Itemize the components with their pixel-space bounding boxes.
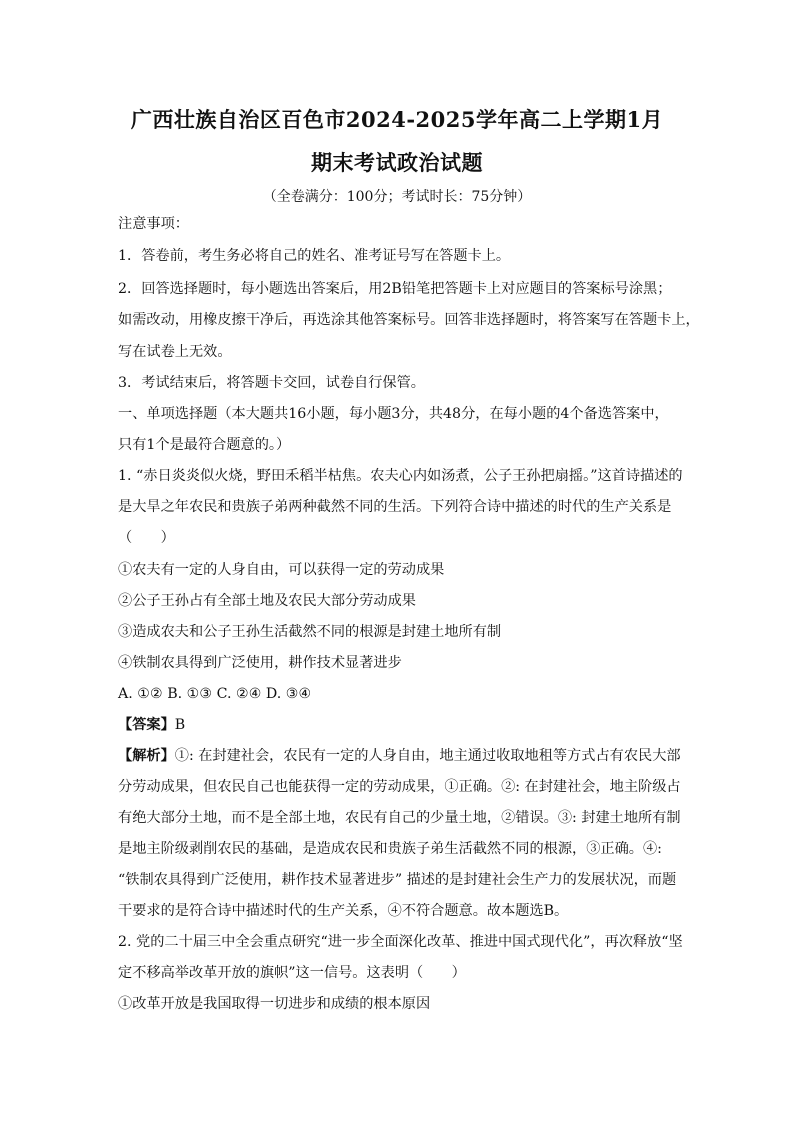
q1-option-2: ②公子王孙占有全部土地及农民大部分劳动成果: [118, 593, 416, 609]
q1-analysis-line-4: 是地主阶级剥削农民的基础，是造成农民和贵族子弟生活截然不同的根源，③正确。④:: [118, 841, 662, 857]
notes-heading: 注意事项：: [118, 216, 189, 232]
q1-stem-line-2: 是大旱之年农民和贵族子弟两种截然不同的生活。下列符合诗中描述的时代的生产关系是: [118, 499, 672, 515]
note-item-2-line-1: 2．回答选择题时，每小题选出答案后，用2B铅笔把答题卡上对应题目的答案标号涂黑；: [118, 281, 672, 297]
answer-label: 【答案】: [118, 717, 175, 733]
note-item-3: 3．考试结束后，将答题卡交回，试卷自行保管。: [118, 375, 425, 391]
q1-stem-line-1: 1. “赤日炎炎似火烧，野田禾稻半枯焦。农夫心内如汤煮，公子王孙把扇摇。”这首诗描述的: [118, 468, 683, 484]
q1-analysis-line-3: 有绝大部分土地，而不是全部土地，农民有自己的少量土地，②错误。③: 封建土地所有制: [118, 810, 681, 826]
section-heading-line-2: 只有1个是最符合题意的。）: [118, 437, 291, 453]
exam-title-line-1: 广西壮族自治区百色市2024-2025学年高二上学期1月: [130, 107, 664, 132]
note-item-1: 1．答卷前，考生务必将自己的姓名、准考证号写在答题卡上。: [118, 248, 511, 264]
analysis-label: 【解析】: [118, 748, 175, 764]
exam-meta: （全卷满分：100分；考试时长：75分钟）: [262, 189, 532, 205]
q2-stem-line-2: 定不移高举改革开放的旗帜”这一信号。这表明（ ）: [118, 965, 466, 981]
q2-option-1: ①改革开放是我国取得一切进步和成绩的根本原因: [118, 996, 431, 1012]
q1-choices: A. ①② B. ①③ C. ②④ D. ③④: [118, 686, 312, 702]
note-item-2-line-3: 写在试卷上无效。: [118, 344, 232, 360]
analysis-text: ①: 在封建社会，农民有一定的人身自由，地主通过收取地租等方式占有农民大部: [174, 748, 681, 764]
note-item-2-line-2: 如需改动，用橡皮擦干净后，再选涂其他答案标号。回答非选择题时，将答案写在答题卡上，: [118, 312, 700, 328]
q1-option-3: ③造成农夫和公子王孙生活截然不同的根源是封建土地所有制: [118, 624, 502, 640]
q1-analysis-line-5: “铁制农具得到广泛使用，耕作技术显著进步” 描述的是封建社会生产力的发展状况，而题: [118, 872, 677, 888]
section-heading-line-1: 一、单项选择题（本大题共16小题，每小题3分，共48分，在每小题的4个备选答案中，: [118, 406, 669, 422]
q1-option-1: ①农夫有一定的人身自由，可以获得一定的劳动成果: [118, 562, 445, 578]
q1-analysis-line-6: 干要求的是符合诗中描述时代的生产关系，④不符合题意。故本题选B。: [118, 903, 569, 919]
q1-analysis-line-1: [118, 746, 681, 766]
q1-answer: [118, 715, 185, 735]
answer-value: B: [174, 717, 186, 733]
q2-stem-line-1: 2. 党的二十届三中全会重点研究“进一步全面深化改革、推进中国式现代化”，再次释放“坚: [118, 934, 683, 950]
q1-stem-line-3: （ ）: [118, 530, 175, 546]
exam-title-line-2: 期末考试政治试题: [311, 150, 483, 175]
q1-option-4: ④铁制农具得到广泛使用，耕作技术显著进步: [118, 655, 402, 671]
q1-analysis-line-2: 分劳动成果，但农民自己也能获得一定的劳动成果，①正确。②: 在封建社会，地主阶级占: [118, 779, 681, 795]
